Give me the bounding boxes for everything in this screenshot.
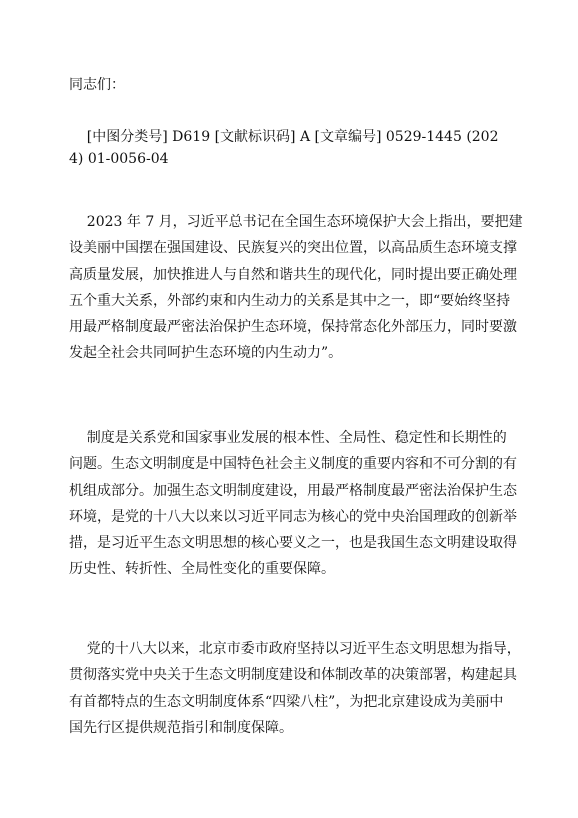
paragraph-line: 高质量发展，加快推进人与自然和谐共生的现代化，同时提出要正确处理 [69,266,517,283]
paragraph-line: 五个重大关系，外部约束和内生动力的关系是其中之一，即“要始终坚持 [69,292,511,309]
paragraph-line: 发起全社会共同呵护生态环境的内生动力”。 [69,345,343,362]
paragraph-line: 贯彻落实党中央关于生态文明制度建设和体制改革的决策部署，构建起具 [69,667,517,684]
paragraph-line: 机组成部分。加强生态文明制度建设，用最严格制度最严密法治保护生态 [69,482,517,499]
paragraph-line: 国先行区提供规范指引和制度保障。 [69,719,293,736]
paragraph-3 [69,636,521,741]
paragraph-line: 措，是习近平生态文明思想的核心要义之一，也是我国生态文明建设取得 [69,535,517,552]
classification-metadata [69,126,499,170]
paragraph-line: 历史性、转折性、全局性变化的重要保障。 [69,561,335,578]
paragraph-line: 2023 年 7 月，习近平总书记在全国生态环境保护大会上指出，要把建 [69,214,523,230]
metadata-line: [中图分类号] D619 [文献标识码] A [文章编号] 0529-1445 (202 [69,129,499,145]
paragraph-line: 环境，是党的十八大以来以习近平同志为核心的党中央治国理政的创新举 [69,508,517,525]
paragraph-line: 有首都特点的生态文明制度体系“四梁八柱”，为把北京建设成为美丽中 [69,693,504,710]
paragraph-line: 党的十八大以来，北京市委市政府坚持以习近平生态文明思想为指导， [69,641,521,657]
paragraph-1 [69,209,523,367]
paragraph-line: 制度是关系党和国家事业发展的根本性、全局性、稳定性和长期性的 [69,430,507,446]
salutation: 同志们： [69,77,125,93]
paragraph-2 [69,425,517,583]
paragraph-line: 问题。生态文明制度是中国特色社会主义制度的重要内容和不可分割的有 [69,456,517,473]
paragraph-line: 设美丽中国摆在强国建设、民族复兴的突出位置，以高品质生态环境支撑 [69,240,517,257]
metadata-line: 4) 01-0056-04 [69,151,169,167]
paragraph-line: 用最严格制度最严密法治保护生态环境，保持常态化外部压力，同时要激 [69,319,517,336]
